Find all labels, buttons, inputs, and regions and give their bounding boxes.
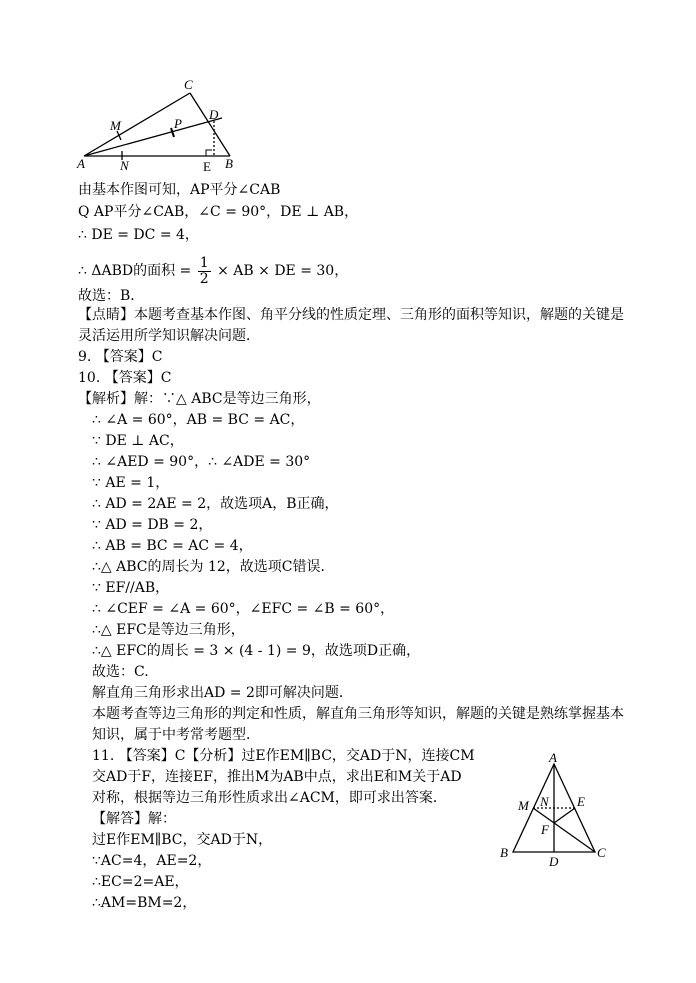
label-N: N (120, 158, 129, 173)
label-E: E (577, 794, 585, 809)
text-line-6: 【点睛】本题考查基本作图、角平分线的性质定理、三角形的面积等知识，解题的关键是 (78, 307, 624, 323)
step-10: ∴ ∠CEF = ∠A = 60°，∠EFC = ∠B = 60°， (92, 601, 395, 617)
fraction-one-half (198, 256, 211, 287)
text-line-5: 故选：B． (78, 288, 145, 304)
label-B: B (225, 156, 233, 171)
fraction-denominator: 2 (199, 270, 209, 287)
step-9: ∵ EF//AB， (92, 580, 170, 596)
text-line-1: 由基本作图可知，AP平分∠CAB (78, 182, 281, 198)
label-C: C (184, 77, 193, 92)
arc-mark-M (117, 131, 121, 140)
answer-11: 11. 【答案】C【分析】过E作EM∥BC，交AD于N，连接CM (92, 748, 475, 764)
label-A: A (77, 156, 85, 171)
step-11: ∴△ EFC是等边三角形， (92, 622, 245, 638)
text-line-4 (78, 253, 348, 289)
step-2: ∵ DE ⊥ AC， (92, 433, 184, 449)
solution-11-step-1: 过E作EM∥BC，交AD于N， (92, 832, 273, 848)
analysis-11-line-2: 交AD于F，连接EF，推出M为AB中点，求出E和M关于AD (92, 769, 462, 785)
solution-11-header: 【解答】解： (92, 811, 176, 827)
arc-mark-P (171, 128, 174, 137)
analysis-11-line-3: 对称，根据等边三角形性质求出∠ACM，即可求出答案． (92, 790, 447, 806)
segment-CB (190, 93, 230, 156)
label-N: N (540, 794, 549, 809)
right-angle-mark (206, 150, 212, 156)
solution-11-step-2: ∵AC=4，AE=2， (92, 853, 212, 869)
area-formula-suffix: × AB × DE = 30， (217, 263, 349, 279)
label-D: D (209, 107, 219, 122)
step-7: ∴ AB = BC = AC = 4， (92, 538, 253, 554)
label-B: B (500, 845, 508, 860)
step-1: ∴ ∠A = 60°，AB = BC = AC， (92, 412, 305, 428)
analysis-10-header: 【解析】解：∵△ ABC是等边三角形， (78, 391, 321, 407)
label-A: A (549, 750, 557, 765)
label-D: D (549, 854, 559, 869)
label-M: M (110, 118, 121, 133)
label-P: P (174, 116, 182, 131)
comment-line-2: 知识，属于中考常考题型． (92, 727, 260, 743)
label-E: E (203, 159, 211, 174)
label-F: F (541, 822, 549, 837)
step-6: ∵ AD = DB = 2， (92, 517, 213, 533)
step-5: ∴ AD = 2AE = 2，故选项A，B正确， (92, 496, 339, 512)
ray-AP (84, 118, 222, 156)
step-12: ∴△ EFC的周长 = 3 × (4 - 1) = 9，故选项D正确， (92, 643, 421, 659)
fraction-numerator: 1 (199, 254, 209, 271)
text-line-2: Q AP平分∠CAB，∠C = 90°，DE ⊥ AB， (78, 204, 359, 220)
method-note: 解直角三角形求出AD = 2即可解决问题． (92, 685, 353, 701)
step-13: 故选：C. (92, 664, 149, 680)
step-3: ∴ ∠AED = 90°，∴ ∠ADE = 30° (92, 454, 311, 470)
solution-11-step-3: ∴EC=2=AE， (92, 874, 189, 890)
solution-11-step-4: ∴AM=BM=2， (92, 895, 197, 911)
area-formula-prefix: ∴ ΔABD的面积 = (78, 263, 192, 279)
comment-line-1: 本题考查等边三角形的判定和性质，解直角三角形等知识，解题的关键是熟练掌握基本 (92, 706, 624, 722)
step-8: ∴△ ABC的周长为 12，故选项C错误． (92, 559, 335, 575)
segment-AC (84, 93, 190, 156)
segment-MC (533, 808, 595, 852)
text-line-3: ∴ DE = DC = 4， (78, 227, 199, 243)
triangle-ABC (513, 764, 595, 852)
answer-10: 10. 【答案】C (78, 370, 172, 386)
label-M: M (518, 798, 529, 813)
answer-9: 9. 【答案】C (78, 349, 163, 365)
text-line-7: 灵活运用所学知识解决问题． (78, 328, 260, 344)
step-4: ∵ AE = 1， (92, 475, 170, 491)
segment-EF (554, 808, 575, 823)
label-C: C (597, 845, 606, 860)
